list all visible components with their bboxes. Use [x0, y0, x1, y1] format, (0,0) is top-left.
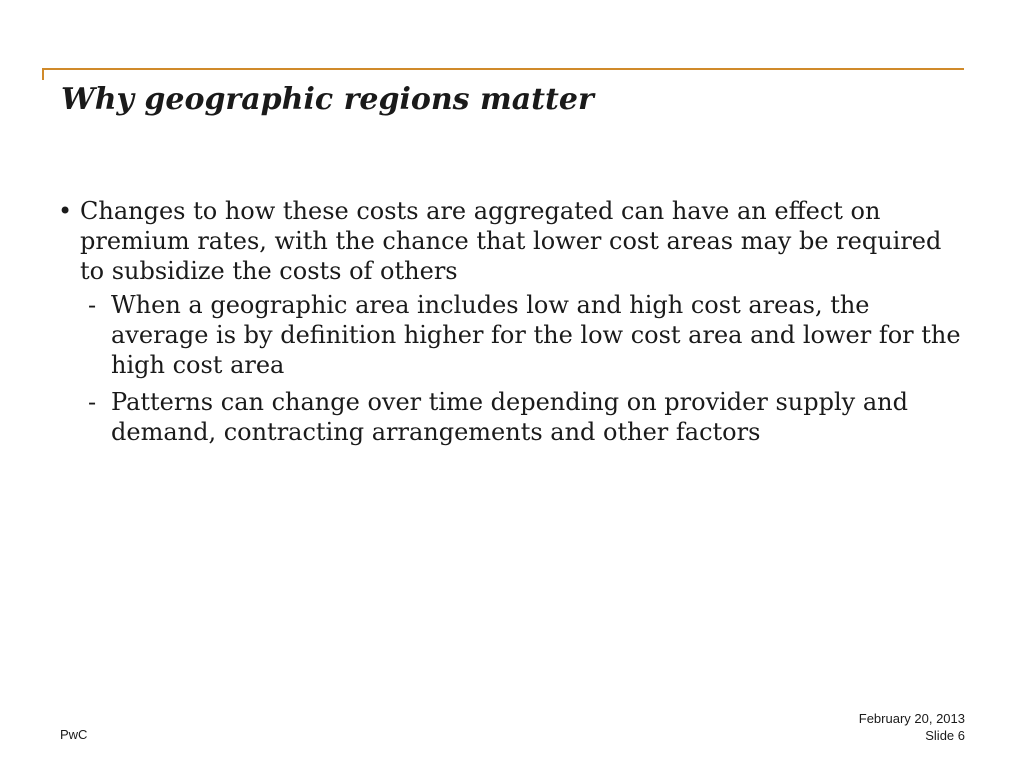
sub-bullet-text: Patterns can change over time depending on provider supply and demand, contracting arrangements and other factors	[111, 388, 908, 446]
title-accent-tick	[42, 68, 44, 80]
bullet-text: Changes to how these costs are aggregated can have an effect on premium rates, with the chance that lower cost areas may be required to subsidize the costs of others	[80, 197, 942, 285]
slide-body	[58, 196, 968, 454]
footer-date: February 20, 2013	[858, 711, 965, 726]
dash-bullet-icon: -	[88, 388, 97, 416]
slide-title: Why geographic regions matter	[61, 82, 594, 117]
sub-bullet-item	[58, 290, 968, 380]
footer-slide-number: Slide 6	[925, 728, 965, 743]
footer-meta	[859, 710, 965, 744]
footer-brand: PwC	[60, 727, 88, 742]
sub-bullet-text: When a geographic area includes low and high cost areas, the average is by definition higher for the low cost area and lower for the high cost area	[111, 291, 961, 379]
bullet-item	[58, 196, 968, 286]
title-accent-rule	[42, 68, 964, 70]
dash-bullet-icon: -	[88, 291, 97, 319]
bullet-dot-icon: •	[58, 197, 73, 225]
sub-bullet-item	[58, 387, 968, 447]
